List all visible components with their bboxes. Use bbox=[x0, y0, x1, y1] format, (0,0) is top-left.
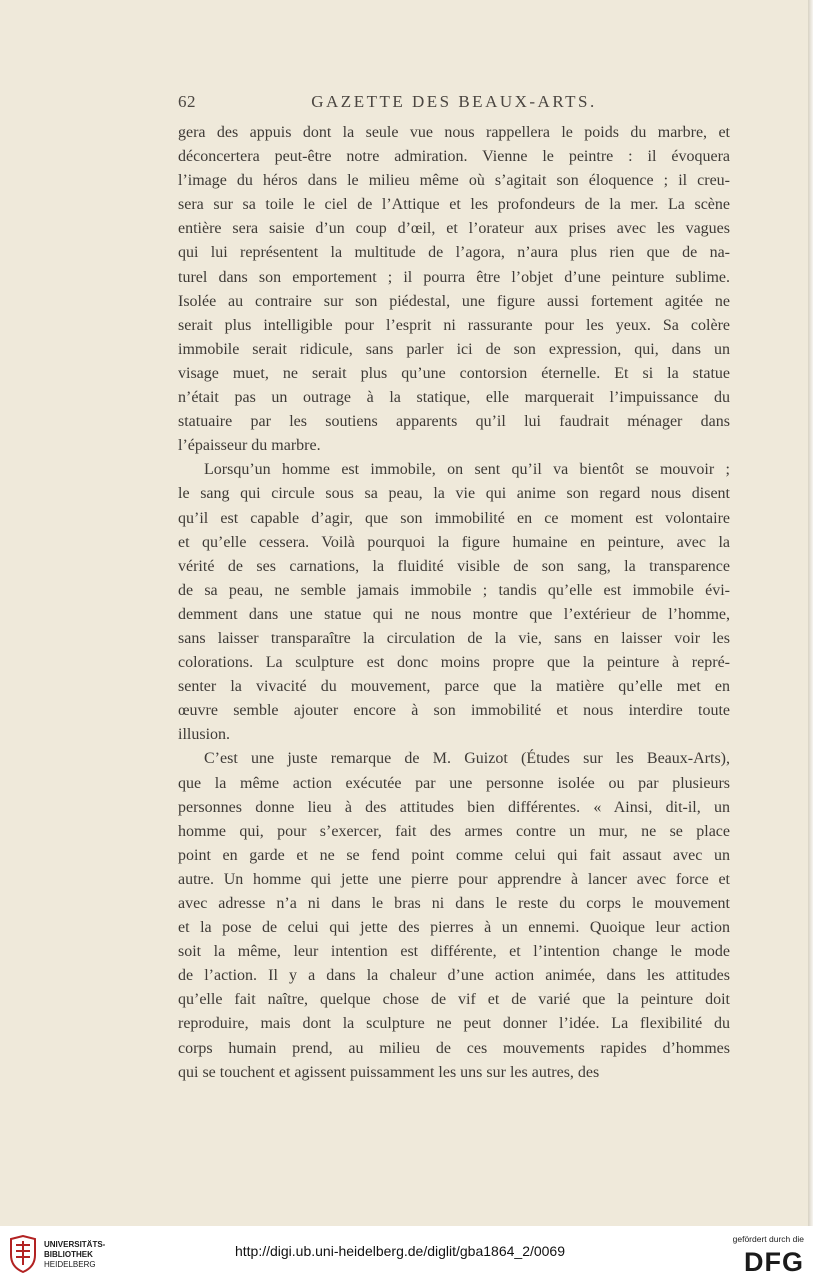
text-line: immobile serait ridicule, sans parler ici de son expression, qui, dans un bbox=[178, 340, 730, 358]
text-line: qu’il est capable d’agir, que son immobilité en ce moment est volontaire bbox=[178, 509, 730, 527]
article-body bbox=[178, 121, 730, 1085]
text-line: soit la même, leur intention est différente, et l’intention change le mode bbox=[178, 943, 730, 961]
text-line: de l’action. Il y a dans la chaleur d’une action animée, dans les attitudes bbox=[178, 967, 730, 985]
university-library-name[interactable] bbox=[44, 1240, 114, 1270]
text-line: illusion. bbox=[178, 726, 231, 744]
text-line: déconcertera peut-être notre admiration. Vienne le peintre : il évoquera bbox=[178, 148, 730, 166]
text-line: visage muet, ne serait plus qu’une contorsion éternelle. Et si la statue bbox=[178, 364, 730, 382]
text-line: gera des appuis dont la seule vue nous rappellera le poids du marbre, et bbox=[178, 124, 730, 141]
text-line: Lorsqu’un homme est immobile, on sent qu’il va bientôt se mouvoir ; bbox=[204, 461, 730, 479]
heidelberg-university-logo-icon[interactable] bbox=[8, 1235, 38, 1273]
text-line: n’était pas un outrage à la statique, elle marquerait l’impuissance du bbox=[178, 389, 730, 407]
library-name-line: BIBLIOTHEK bbox=[44, 1250, 93, 1259]
text-line: colorations. La sculpture est donc moins propre que la peinture à repré- bbox=[178, 654, 730, 672]
text-line: qui lui représentent la multitude de l’agora, n’aura plus rien que de na- bbox=[178, 244, 730, 262]
text-line: senter la vivacité du mouvement, parce que la matière qu’elle met en bbox=[178, 678, 730, 696]
text-line: et qu’elle cessera. Voilà pourquoi la figure humaine en peinture, avec la bbox=[178, 533, 730, 551]
text-line: personnes donne lieu à des attitudes bien différentes. « Ainsi, dit-il, un bbox=[178, 798, 730, 816]
text-line: Isolée au contraire sur son piédestal, une figure aussi fortement agitée ne bbox=[178, 292, 730, 310]
page-number: 62 bbox=[178, 92, 196, 111]
text-line: turel dans son emportement ; il pourra être l’objet d’une peinture sublime. bbox=[178, 268, 730, 286]
text-line: vérité de ses carnations, la fluidité visible de son sang, la transparence bbox=[178, 557, 730, 575]
text-line: reproduire, mais dont la sculpture ne peut donner l’idée. La flexibilité du bbox=[178, 1015, 730, 1033]
permalink-url[interactable]: http://digi.ub.uni-heidelberg.de/diglit/gba1864_2/0069 bbox=[234, 1243, 566, 1259]
text-line: homme qui, pour s’exercer, fait des armes contre un mur, ne se place bbox=[178, 822, 730, 840]
dfg-logo[interactable]: DFG bbox=[744, 1247, 804, 1277]
page-edge-shadow bbox=[808, 0, 813, 1226]
text-line: sans laisser transparaître la circulation de la vie, sans en laisser voir les bbox=[178, 629, 730, 647]
text-line: demment dans une statue qui ne nous montre que l’extérieur de l’homme, bbox=[178, 605, 730, 623]
text-line: autre. Un homme qui jette une pierre pour apprendre à lancer avec force et bbox=[178, 870, 730, 888]
text-line: entière sera saisie d’un coup d’œil, et l’orateur aux prises avec les vagues bbox=[178, 220, 730, 238]
text-line: C’est une juste remarque de M. Guizot (Études sur les Beaux-Arts), bbox=[204, 750, 730, 768]
text-line: œuvre semble ajouter encore à son immobilité et nous interdire toute bbox=[178, 702, 730, 720]
journal-title: GAZETTE DES BEAUX-ARTS. bbox=[311, 92, 597, 111]
text-line: avec adresse n’a ni dans le bras ni dans le reste du corps le mouvement bbox=[178, 895, 730, 912]
text-line: sera sur sa toile le ciel de l’Attique et les profondeurs de la mer. La scène bbox=[178, 196, 730, 214]
text-line: que la même action exécutée par une personne isolée ou par plusieurs bbox=[178, 774, 730, 792]
running-head bbox=[178, 92, 730, 114]
text-line: statuaire par les soutiens apparents qu’il lui faudrait ménager dans bbox=[178, 413, 730, 431]
library-name-line: UNIVERSITÄTS- bbox=[44, 1240, 106, 1249]
text-line: le sang qui circule sous sa peau, la vie qui anime son regard nous disent bbox=[178, 485, 730, 503]
text-line: et la pose de celui qui jette des pierres à un ennemi. Quoique leur action bbox=[178, 919, 730, 937]
text-line: qui se touchent et agissent puissamment les uns sur les autres, des bbox=[178, 1063, 600, 1081]
funding-note: gefördert durch die bbox=[732, 1234, 804, 1244]
text-line: l’épaisseur du marbre. bbox=[178, 437, 321, 455]
text-line: corps humain prend, au milieu de ces mouvements rapides d’hommes bbox=[178, 1039, 730, 1057]
text-line: l’image du héros dans le milieu même où s’agitait son éloquence ; il creu- bbox=[178, 172, 730, 190]
text-line: point en garde et ne se fend point comme celui qui fait assaut avec un bbox=[178, 846, 730, 864]
library-name-line: HEIDELBERG bbox=[44, 1260, 96, 1269]
text-line: qu’elle fait naître, quelque chose de vif et de varié que la peinture doit bbox=[178, 991, 730, 1009]
text-line: serait plus intelligible pour l’esprit ni rassurante pour les yeux. Sa colère bbox=[178, 316, 730, 334]
text-line: de sa peau, ne semble jamais immobile ; tandis qu’elle est immobile évi- bbox=[178, 581, 730, 599]
